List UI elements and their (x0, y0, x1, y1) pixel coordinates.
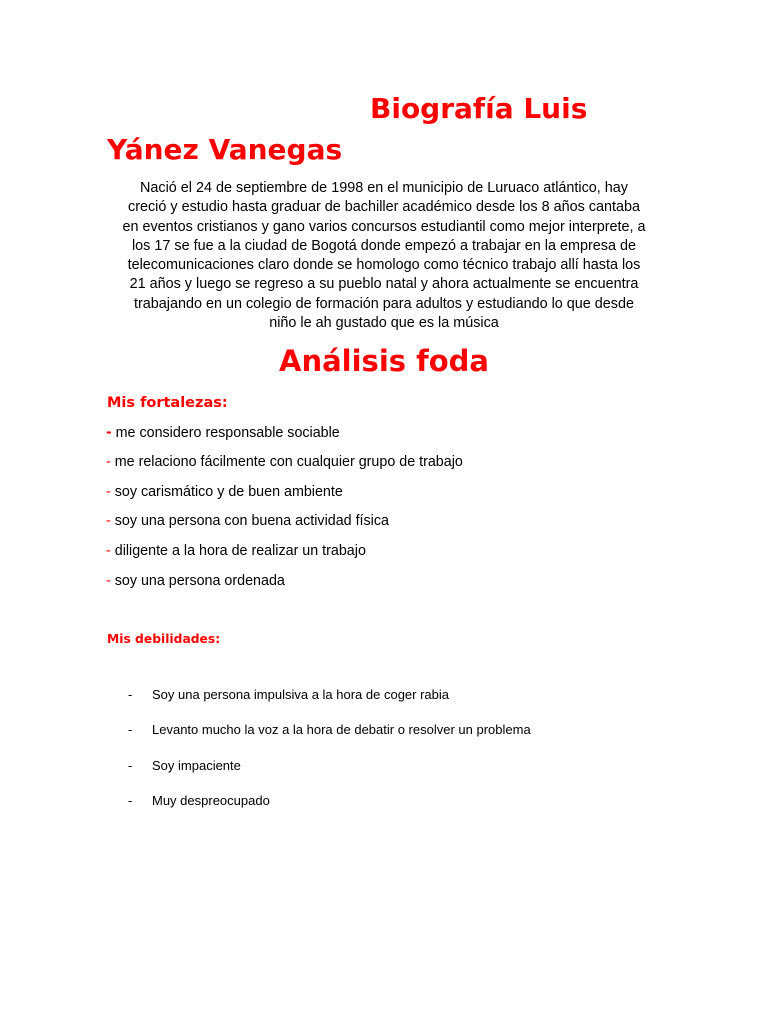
biography-paragraph: Nació el 24 de septiembre de 1998 en el municipio de Luruaco atlántico, hay creció y estudio hasta graduar de bachiller académico desde los 8 años cantaba en eventos cristianos y gano varios concursos estudiantil como mejor interprete, a los 17 se fue a la ciudad de Bogotá donde empezó a trabajar en la empresa de telecomunicaciones claro donde se homologo como técnico trabajo allí hasta los 21 años y luego se regreso a su pueblo natal y ahora actualmente se encuentra trabajando en un colegio de formación para adultos y estudiando lo que desde niño le ah gustado que es la música (122, 180, 646, 332)
list-item (106, 571, 463, 601)
weakness-text: Muy despreocupado (152, 793, 270, 809)
list-item (106, 541, 463, 571)
strength-text: me considero responsable sociable (111, 425, 340, 441)
dash-bullet: - (106, 572, 111, 589)
title-line-1: Biografía Luis (370, 92, 588, 125)
strength-text: soy una persona con buena actividad física (110, 513, 389, 530)
dash-bullet: - (106, 483, 111, 500)
dash-bullet: - (106, 543, 111, 560)
dash-bullet: - (128, 757, 133, 773)
strength-text: diligente a la hora de realizar un trabajo (110, 543, 366, 560)
dash-bullet: - (128, 793, 133, 809)
weakness-text: Soy impaciente (152, 757, 241, 773)
list-item (128, 686, 531, 721)
dash-bullet: - (106, 422, 112, 441)
list-item (128, 792, 531, 827)
dash-bullet: - (128, 687, 133, 702)
dash-bullet: - (106, 513, 111, 530)
strengths-heading: Mis fortalezas: (107, 395, 228, 411)
weaknesses-heading: Mis debilidades: (107, 632, 221, 646)
weaknesses-list (128, 686, 531, 828)
section-title-foda: Análisis foda (279, 344, 489, 378)
weakness-text: Soy una persona impulsiva a la hora de coger rabia (152, 687, 450, 702)
list-item (128, 757, 531, 792)
list-item (128, 721, 531, 756)
title-line-2: Yánez Vanegas (107, 133, 343, 166)
list-item (106, 511, 463, 541)
strengths-list (106, 422, 463, 601)
list-item (106, 422, 463, 452)
strength-text: me relaciono fácilmente con cualquier grupo de trabajo (110, 453, 463, 470)
weakness-text: Levanto mucho la voz a la hora de debatir o resolver un problema (152, 722, 531, 738)
strength-text: soy carismático y de buen ambiente (110, 483, 343, 500)
list-item (106, 482, 463, 512)
dash-bullet: - (106, 453, 111, 470)
dash-bullet: - (128, 722, 133, 738)
strength-text: soy una persona ordenada (110, 572, 285, 589)
document-title (107, 88, 667, 170)
list-item (106, 452, 463, 482)
